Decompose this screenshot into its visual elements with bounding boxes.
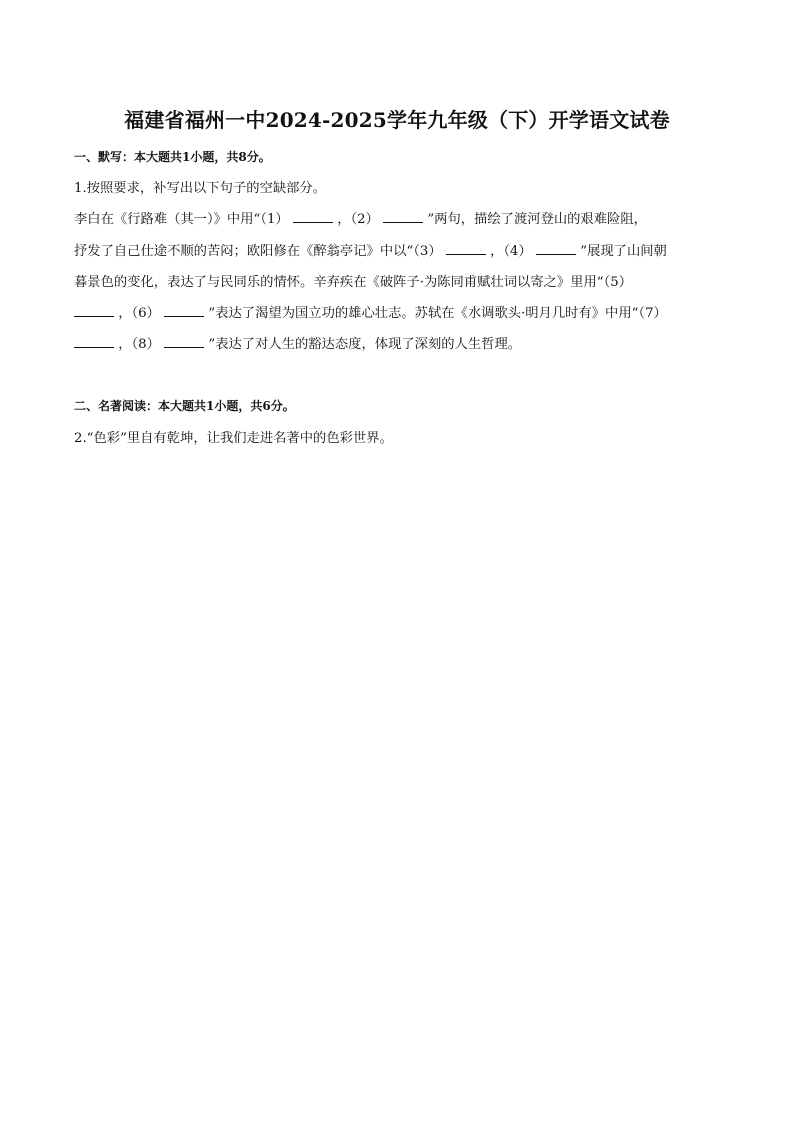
exam-title: 福建省福州一中2024-2025学年九年级（下）开学语文试卷: [124, 108, 670, 132]
line-text: ”表达了对人生的豁达态度，体现了深刻的人生哲理。: [208, 337, 522, 352]
blank-3[interactable]: [446, 244, 486, 255]
blank-5[interactable]: [74, 306, 114, 317]
line-text: 暮景色的变化，表达了与民同乐的情怀。辛弃疾在《破阵子·为陈同甫赋壮词以寄之》里用“（5）: [74, 275, 633, 290]
line-text: ，（4）: [490, 244, 532, 259]
line-text: ”两句，描绘了渡河登山的艰难险阻，: [427, 212, 647, 227]
blank-7[interactable]: [74, 337, 114, 348]
blank-1[interactable]: [293, 212, 333, 223]
line-text: ，（8）: [118, 337, 160, 352]
line-text: 李白在《行路难（其一）》中用“（1）: [74, 212, 289, 227]
question-1-line-1: [74, 208, 647, 227]
blank-4[interactable]: [536, 244, 576, 255]
line-text: ”表达了渴望为国立功的雄心壮志。苏轼在《水调歌头·明月几时有》中用“（7）: [208, 306, 667, 321]
blank-6[interactable]: [164, 306, 204, 317]
section-1-heading: 一、默写：本大题共1小题，共8分。: [74, 150, 271, 164]
section-2-heading: 二、名著阅读：本大题共1小题，共6分。: [74, 399, 295, 413]
line-text: 抒发了自己仕途不顺的苦闷；欧阳修在《醉翁亭记》中以“（3）: [74, 244, 442, 259]
question-1-prompt: 1.按照要求，补写出以下句子的空缺部分。: [74, 181, 327, 196]
question-1-line-5: [74, 333, 521, 352]
line-text: ”展现了山间朝: [580, 244, 667, 259]
question-1-line-4: [74, 302, 667, 321]
question-1-line-3: [74, 271, 632, 290]
question-1-line-2: [74, 240, 667, 259]
line-text: ，（2）: [337, 212, 379, 227]
blank-2[interactable]: [383, 212, 423, 223]
question-2-prompt: 2.“色彩”里自有乾坤，让我们走进名著中的色彩世界。: [74, 431, 393, 446]
line-text: ，（6）: [118, 306, 160, 321]
blank-8[interactable]: [164, 337, 204, 348]
